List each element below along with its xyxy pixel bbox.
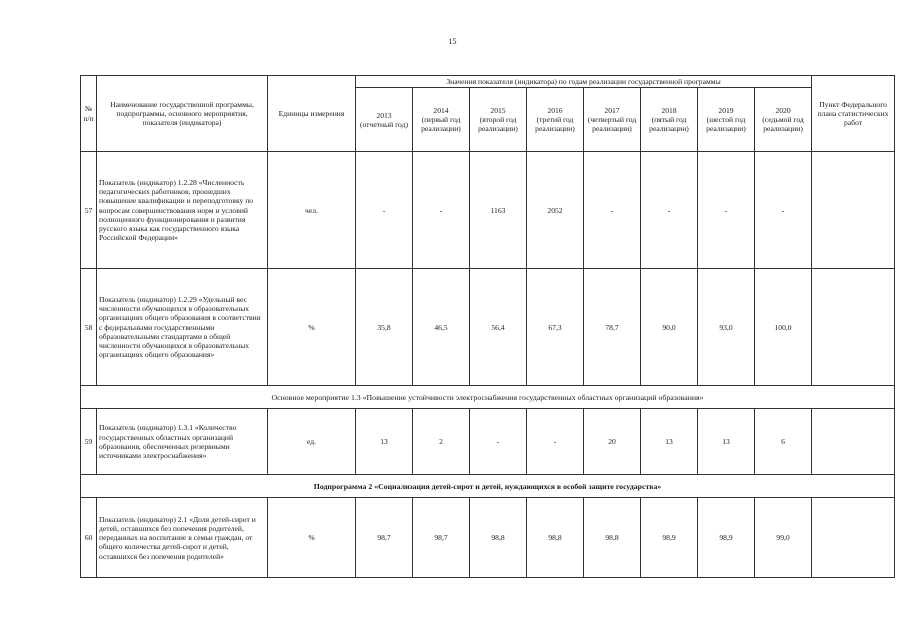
indicator-name: Показатель (индикатор) 2.1 «Доля детей-сирот и детей, оставшихся без попечения родителей, переданных на воспитание в семьи граждан, от общего количества детей-сирот и детей, оставшихся без попечения родителей» [97, 498, 268, 578]
header-year: 2016 (третий год реализации) [527, 88, 584, 152]
plan-cell [812, 152, 895, 269]
header-year: 2018 (пятый год реализации) [641, 88, 698, 152]
table-row [81, 152, 895, 269]
value-cell: - [755, 152, 812, 269]
value-cell: 2052 [527, 152, 584, 269]
plan-cell [812, 409, 895, 475]
value-cell: 98,8 [470, 498, 527, 578]
table-body [81, 152, 895, 578]
value-cell: 98,7 [356, 498, 413, 578]
indicator-name: Показатель (индикатор) 1.2.29 «Удельный вес численности обучающихся в образовательных организациях общего образования в соответствии с федеральными государственными образовательными стандартами в общей численности обучающихся в образовательных организациях общего образования» [97, 269, 268, 386]
indicator-name: Показатель (индикатор) 1.3.1 «Количество государственных областных организаций образования, обеспеченных резервными источниками электроснабжения» [97, 409, 268, 475]
row-number: 59 [81, 409, 97, 475]
value-cell: 98,9 [698, 498, 755, 578]
value-cell: - [641, 152, 698, 269]
plan-cell [812, 498, 895, 578]
value-cell: 13 [641, 409, 698, 475]
indicators-table [80, 75, 895, 578]
value-cell: 56,4 [470, 269, 527, 386]
unit-cell: % [268, 269, 356, 386]
header-year: 2013 (отчетный год) [356, 88, 413, 152]
value-cell: 78,7 [584, 269, 641, 386]
value-cell: 98,7 [413, 498, 470, 578]
value-cell: - [413, 152, 470, 269]
value-cell: 13 [698, 409, 755, 475]
plan-cell [812, 269, 895, 386]
page-number: 15 [448, 37, 457, 46]
value-cell: 20 [584, 409, 641, 475]
header-year: 2017 (четвертый год реализации) [584, 88, 641, 152]
header-plan: Пункт Федерального плана статистических работ [812, 76, 895, 152]
row-number: 60 [81, 498, 97, 578]
value-cell: 90,0 [641, 269, 698, 386]
value-cell: - [527, 409, 584, 475]
table-row [81, 498, 895, 578]
indicator-name: Показатель (индикатор) 1.2.28 «Численность педагогических работников, прошедших повышение квалификации и переподготовку по вопросам совершенствования норм и условий полноценного функционирования и развития русского языка как государственного языка Российской Федерации» [97, 152, 268, 269]
value-cell: - [470, 409, 527, 475]
value-cell: 98,8 [584, 498, 641, 578]
value-cell: 99,0 [755, 498, 812, 578]
value-cell: - [356, 152, 413, 269]
header-year: 2020 (седьмой год реализации) [755, 88, 812, 152]
unit-cell: % [268, 498, 356, 578]
unit-cell: чел. [268, 152, 356, 269]
table-row [81, 269, 895, 386]
value-cell: 6 [755, 409, 812, 475]
row-number: 58 [81, 269, 97, 386]
table-row [81, 409, 895, 475]
value-cell: - [698, 152, 755, 269]
value-cell: 98,9 [641, 498, 698, 578]
header-year: 2014 (первый год реализации) [413, 88, 470, 152]
header-year: 2019 (шестой год реализации) [698, 88, 755, 152]
value-cell: 13 [356, 409, 413, 475]
header-values-group: Значения показателя (индикатора) по годам реализации государственной программы [356, 76, 812, 88]
value-cell: 93,0 [698, 269, 755, 386]
value-cell: 46,5 [413, 269, 470, 386]
value-cell: 67,3 [527, 269, 584, 386]
value-cell: 98,8 [527, 498, 584, 578]
value-cell: - [584, 152, 641, 269]
header-unit: Единицы измерения [268, 76, 356, 152]
table-header [81, 76, 895, 152]
value-cell: 2 [413, 409, 470, 475]
header-num: № п/п [81, 76, 97, 152]
section-title: Подпрограмма 2 «Социализация детей-сирот и детей, нуждающихся в особой защите государства» [81, 475, 895, 498]
value-cell: 35,8 [356, 269, 413, 386]
value-cell: 100,0 [755, 269, 812, 386]
section-title: Основное мероприятие 1.3 «Повышение устойчивости электроснабжения государственных областных организаций образования» [81, 386, 895, 409]
section-row-subprogram [81, 475, 895, 498]
header-name: Наименование государственной программы, подпрограммы, основного мероприятия, показателя (индикатора) [97, 76, 268, 152]
row-number: 57 [81, 152, 97, 269]
section-row-main-activity [81, 386, 895, 409]
value-cell: 1163 [470, 152, 527, 269]
unit-cell: ед. [268, 409, 356, 475]
header-year: 2015 (второй год реализации) [470, 88, 527, 152]
